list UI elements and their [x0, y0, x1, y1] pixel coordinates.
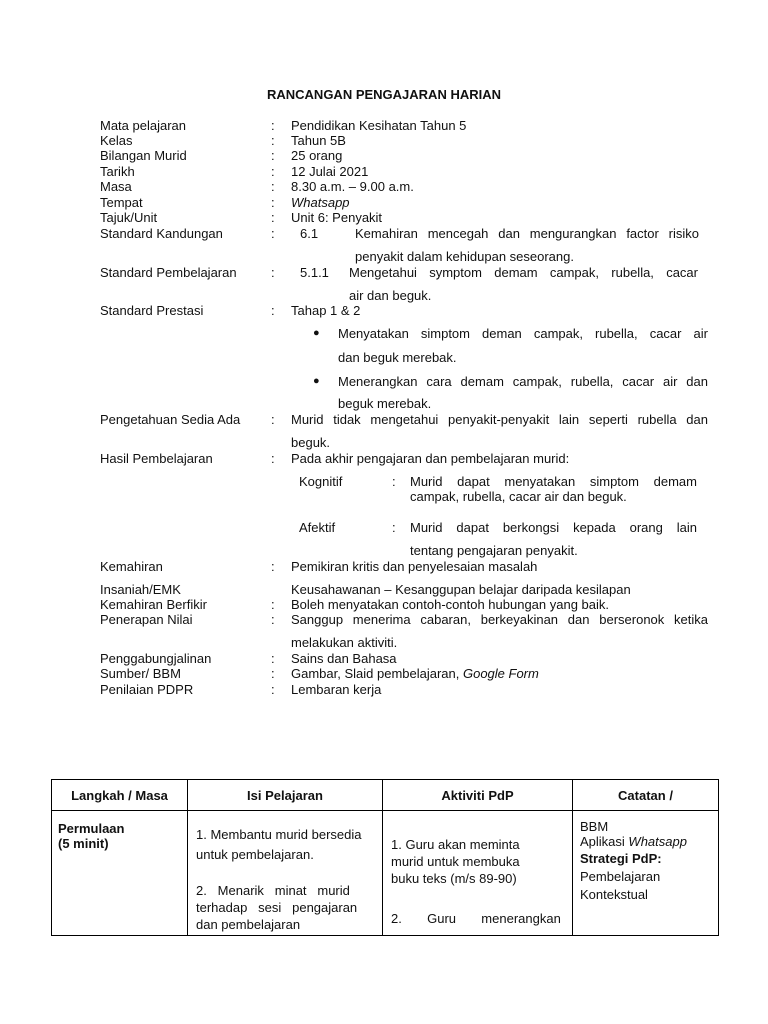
colon: :	[392, 474, 396, 489]
colon: :	[271, 148, 275, 163]
cell-aktiviti	[383, 811, 573, 936]
aktiviti-line: 1. Guru akan meminta	[391, 837, 520, 852]
cell-isi	[188, 811, 383, 936]
value-afektif-line2: tentang pengajaran penyakit.	[410, 543, 578, 558]
colon: :	[271, 226, 275, 241]
catatan-aplikasi-prefix: Aplikasi	[580, 834, 629, 849]
value-tempat: Whatsapp	[291, 195, 350, 210]
value-bilangan-murid: 25 orang	[291, 148, 343, 163]
aktiviti-line: buku teks (m/s 89-90)	[391, 871, 517, 886]
value-standard-kandungan-line2: penyakit dalam kehidupan seseorang.	[355, 249, 574, 264]
catatan-strategi-line: Pembelajaran	[580, 869, 661, 884]
value-standard-kandungan-line1: Kemahiran mencegah dan mengurangkan factor risiko	[355, 226, 699, 241]
label-insaniah: Insaniah/EMK	[100, 582, 181, 597]
colon: :	[271, 118, 275, 133]
value-penggabungjalinan: Sains dan Bahasa	[291, 651, 397, 666]
value-kognitif-line2: campak, rubella, cacar air dan beguk.	[410, 489, 627, 504]
label-penerapan-nilai: Penerapan Nilai	[100, 612, 193, 627]
value-kelas: Tahun 5B	[291, 133, 346, 148]
langkah-name: Permulaan	[58, 821, 125, 836]
catatan-strategi-line: Kontekstual	[580, 887, 648, 902]
catatan-bbm: BBM	[580, 819, 609, 834]
catatan-strategi: Strategi PdP:	[580, 851, 662, 866]
colon: :	[271, 195, 275, 210]
value-penilaian: Lembaran kerja	[291, 682, 382, 697]
value-penerapan-nilai-line1: Sanggup menerima cabaran, berkeyakinan dan berseronok ketika	[291, 612, 708, 627]
value-sumber	[291, 667, 539, 680]
label-bilangan-murid: Bilangan Murid	[100, 148, 187, 163]
label-kognitif: Kognitif	[299, 474, 343, 489]
label-standard-kandungan: Standard Kandungan	[100, 226, 223, 241]
isi-line: 2. Menarik minat murid	[196, 883, 350, 898]
value-insaniah: Keusahawanan – Kesanggupan belajar daripada kesilapan	[291, 582, 631, 597]
label-kemahiran-berfikir: Kemahiran Berfikir	[100, 597, 207, 612]
colon: :	[271, 303, 275, 318]
catatan-aplikasi-italic: Whatsapp	[628, 834, 687, 849]
value-sumber-italic: Google Form	[462, 666, 539, 681]
label-mata-pelajaran: Mata pelajaran	[100, 118, 186, 133]
lesson-table	[51, 779, 719, 936]
isi-line: terhadap sesi pengajaran	[196, 900, 358, 915]
label-standard-pembelajaran: Standard Pembelajaran	[100, 265, 237, 280]
label-tarikh: Tarikh	[100, 164, 135, 179]
bullet-icon: ●	[313, 327, 320, 339]
label-kemahiran: Kemahiran	[100, 559, 163, 574]
colon: :	[271, 666, 275, 681]
value-masa: 8.30 a.m. – 9.00 a.m.	[291, 179, 414, 194]
catatan-aplikasi	[580, 835, 687, 848]
prestasi-bullet-1-line2: dan beguk merebak.	[338, 350, 457, 365]
table-row	[52, 811, 719, 936]
isi-line: dan pembelajaran	[196, 917, 301, 932]
value-hasil: Pada akhir pengajaran dan pembelajaran murid:	[291, 451, 570, 466]
langkah-duration: (5 minit)	[58, 836, 109, 851]
cell-catatan	[573, 811, 719, 936]
colon: :	[271, 559, 275, 574]
header-aktiviti: Aktiviti PdP	[383, 780, 573, 811]
code-standard-pembelajaran: 5.1.1	[300, 265, 329, 280]
colon: :	[271, 179, 275, 194]
value-kognitif-line1: Murid dapat menyatakan simptom demam	[410, 474, 697, 489]
value-kemahiran-berfikir: Boleh menyatakan contoh-contoh hubungan yang baik.	[291, 597, 610, 612]
colon: :	[392, 520, 396, 535]
colon: :	[271, 265, 275, 280]
colon: :	[271, 612, 275, 627]
colon: :	[271, 412, 275, 427]
colon: :	[271, 451, 275, 466]
label-pengetahuan: Pengetahuan Sedia Ada	[100, 412, 241, 427]
document-title: RANCANGAN PENGAJARAN HARIAN	[266, 87, 501, 102]
aktiviti-line: 2. Guru menerangkan	[391, 911, 561, 926]
label-tempat: Tempat	[100, 195, 143, 210]
colon: :	[271, 210, 275, 225]
label-penilaian: Penilaian PDPR	[100, 682, 194, 697]
colon: :	[271, 597, 275, 612]
label-masa: Masa	[100, 179, 132, 194]
label-tajuk: Tajuk/Unit	[100, 210, 158, 225]
header-isi: Isi Pelajaran	[188, 780, 383, 811]
prestasi-bullet-2-line1: Menerangkan cara demam campak, rubella, cacar air dan	[338, 374, 708, 389]
colon: :	[271, 164, 275, 179]
colon: :	[271, 133, 275, 148]
cell-langkah	[52, 811, 188, 936]
isi-line: 1. Membantu murid bersedia	[196, 827, 362, 842]
isi-line: untuk pembelajaran.	[196, 847, 314, 862]
value-standard-prestasi: Tahap 1 & 2	[291, 303, 361, 318]
label-standard-prestasi: Standard Prestasi	[100, 303, 204, 318]
value-standard-pembelajaran-line1: Mengetahui symptom demam campak, rubella, cacar	[349, 265, 698, 280]
header-catatan: Catatan /	[573, 780, 719, 811]
prestasi-bullet-1-line1: Menyatakan simptom deman campak, rubella, cacar air	[338, 326, 708, 341]
value-penerapan-nilai-line2: melakukan aktiviti.	[291, 635, 398, 650]
label-kelas: Kelas	[100, 133, 133, 148]
value-afektif-line1: Murid dapat berkongsi kepada orang lain	[410, 520, 697, 535]
value-tarikh: 12 Julai 2021	[291, 164, 369, 179]
value-pengetahuan-line1: Murid tidak mengetahui penyakit-penyakit lain seperti rubella dan	[291, 412, 708, 427]
bullet-icon: ●	[313, 375, 320, 387]
prestasi-bullet-2-line2: beguk merebak.	[338, 396, 432, 411]
label-sumber: Sumber/ BBM	[100, 666, 181, 681]
value-standard-pembelajaran-line2: air dan beguk.	[349, 288, 432, 303]
table-header-row	[52, 780, 719, 811]
value-sumber-prefix: Gambar, Slaid pembelajaran,	[291, 666, 463, 681]
aktiviti-line: murid untuk membuka	[391, 854, 520, 869]
header-langkah: Langkah / Masa	[52, 780, 188, 811]
label-penggabungjalinan: Penggabungjalinan	[100, 651, 212, 666]
label-afektif: Afektif	[299, 520, 336, 535]
label-hasil: Hasil Pembelajaran	[100, 451, 213, 466]
value-pengetahuan-line2: beguk.	[291, 435, 331, 450]
code-standard-kandungan: 6.1	[300, 226, 319, 241]
value-kemahiran: Pemikiran kritis dan penyelesaian masalah	[291, 559, 538, 574]
colon: :	[271, 651, 275, 666]
colon: :	[271, 682, 275, 697]
value-mata-pelajaran: Pendidikan Kesihatan Tahun 5	[291, 118, 467, 133]
value-tajuk: Unit 6: Penyakit	[291, 210, 383, 225]
